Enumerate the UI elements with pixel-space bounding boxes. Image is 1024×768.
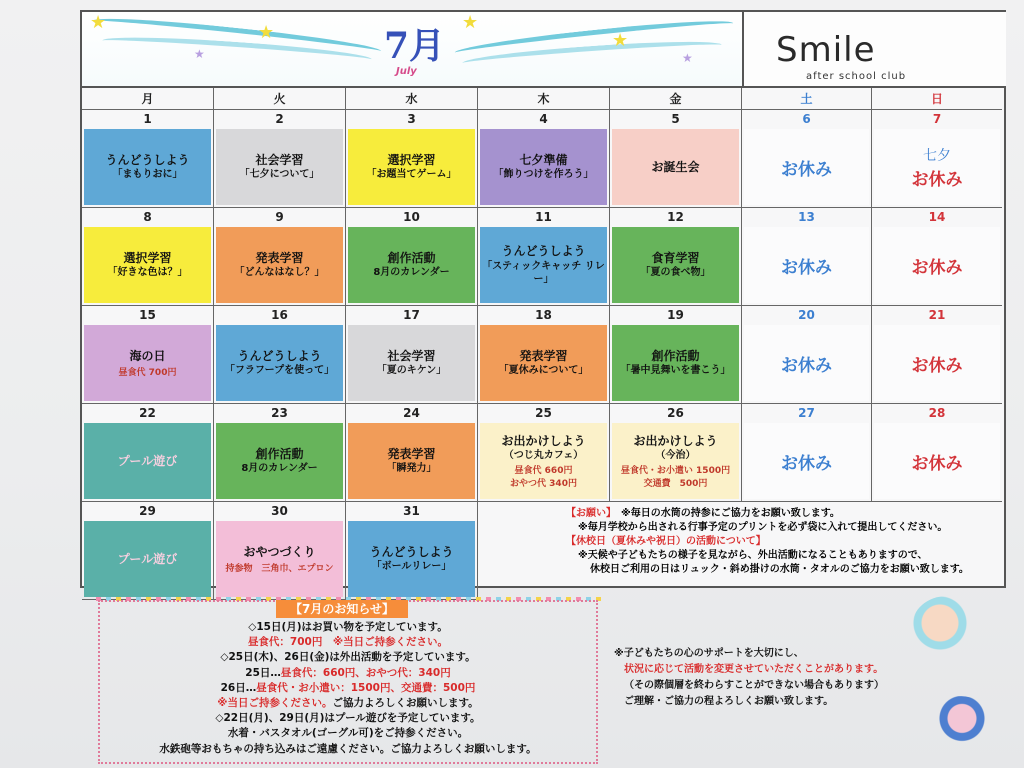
- calendar-day-14: [872, 208, 1002, 306]
- day-number: 29: [139, 504, 156, 518]
- support-line: （その際個層を終わらすことができない場合もあります）: [624, 680, 884, 691]
- notice-line: 水鉄砲等おもちゃの持ち込みはご遠慮ください。ご協力よろしくお願いします。: [159, 742, 537, 755]
- activity-subtitle: 「好きな色は？」: [107, 267, 188, 279]
- calendar-day-1: [82, 110, 214, 208]
- activity-box: [874, 227, 1000, 303]
- star-icon: ★: [90, 12, 107, 33]
- day-number: 17: [403, 308, 420, 322]
- day-number: 27: [798, 406, 815, 420]
- activity-title: うんどうしよう: [105, 153, 190, 168]
- day-off-label: お休み: [781, 159, 832, 180]
- activity-subtitle: 「夏休みについて」: [498, 365, 589, 377]
- fee-label: 昼食代・お小遣い 1500円: [620, 465, 731, 476]
- activity-box: [84, 521, 211, 597]
- day-number: 26: [667, 406, 684, 420]
- activity-title: 創作活動: [651, 349, 700, 364]
- day-number: 30: [271, 504, 288, 518]
- monthly-notice: [98, 600, 598, 764]
- weekday-header: 日: [872, 88, 1002, 110]
- activity-subtitle: 「瞬発力」: [386, 463, 437, 475]
- day-off-label: お休み: [781, 453, 832, 474]
- calendar-day-18: [478, 306, 610, 404]
- activity-box: [216, 423, 343, 499]
- activity-box: [612, 227, 739, 303]
- day-number: 5: [671, 112, 680, 126]
- day-off-label: お休み: [911, 355, 963, 376]
- activity-title: うんどうしよう: [237, 349, 322, 364]
- day-number: 11: [535, 210, 552, 224]
- activity-subtitle: 昼食代 700円: [118, 367, 177, 378]
- month-english: July: [396, 66, 417, 77]
- support-line: 状況に応じて活動を変更させていただくことがあります。: [624, 664, 884, 675]
- day-number: 1: [143, 112, 152, 126]
- weekday-header: 月: [82, 88, 214, 110]
- day-number: 21: [928, 308, 946, 322]
- activity-title: 社会学習: [255, 153, 304, 168]
- fee-label: 交通費 500円: [643, 478, 708, 489]
- calendar-day-12: [610, 208, 742, 306]
- day-number: 10: [403, 210, 420, 224]
- notice-title: 【7月のお知らせ】: [276, 600, 408, 618]
- calendar-day-20: [742, 306, 872, 404]
- calendar-day-16: [214, 306, 346, 404]
- calendar-day-5: [610, 110, 742, 208]
- calendar-day-17: [346, 306, 478, 404]
- smile-logo: Smile: [776, 30, 876, 70]
- activity-box: [216, 325, 343, 401]
- activity-title: お出かけしよう: [501, 434, 586, 449]
- calendar-day-22: [82, 404, 214, 502]
- activity-box: [744, 227, 869, 303]
- activity-box: [480, 227, 607, 303]
- day-number: 20: [798, 308, 815, 322]
- activity-box: [744, 423, 869, 499]
- calendar-day-27: [742, 404, 872, 502]
- calendar-day-7: [872, 110, 1002, 208]
- star-icon: ★: [462, 12, 479, 33]
- day-off-label: お休み: [911, 257, 963, 278]
- day-number: 23: [271, 406, 288, 420]
- activity-title: プール遊び: [117, 453, 178, 468]
- activity-subtitle: 「まもりおに」: [112, 169, 183, 181]
- activity-title: 社会学習: [387, 349, 436, 364]
- month-title: 7月: [384, 25, 446, 67]
- notes-line: ※天候や子どもたちの様子を見ながら、外出活動になることもありますので、: [578, 550, 928, 561]
- calendar-day-21: [872, 306, 1002, 404]
- activity-box: [84, 227, 211, 303]
- day-number: 6: [802, 112, 811, 126]
- day-number: 19: [667, 308, 684, 322]
- activity-title: 海の日: [129, 349, 166, 364]
- calendar-day-3: [346, 110, 478, 208]
- notes-box: [558, 503, 1006, 588]
- activity-box: [348, 521, 475, 597]
- notice-line: ◇22日(月)、29日(月)はプール遊びを予定しています。: [215, 712, 481, 725]
- calendar-day-15: [82, 306, 214, 404]
- calendar-header: [82, 12, 744, 88]
- calendar-day-19: [610, 306, 742, 404]
- weekday-header: 木: [478, 88, 610, 110]
- activity-title: うんどうしよう: [501, 244, 586, 259]
- activity-title: プール遊び: [117, 551, 178, 566]
- calendar-day-23: [214, 404, 346, 502]
- activity-box: [744, 325, 869, 401]
- notice-line: 昼食代・お小遣い：1500円、交通費：500円: [256, 681, 476, 694]
- notice-line: ◇25日(木)、26日(金)は外出活動を予定しています。: [220, 651, 476, 664]
- notes-heading-request: 【お願い】: [566, 508, 611, 519]
- activity-title: うんどうしよう: [369, 545, 454, 560]
- calendar-day-2: [214, 110, 346, 208]
- star-icon: ★: [682, 51, 693, 65]
- calendar-day-25: [478, 404, 610, 502]
- activity-box: [480, 325, 607, 401]
- day-number: 18: [535, 308, 552, 322]
- notes-line: 休校日ご利用の日はリュック・斜め掛けの水筒・タオルのご協力をお願い致します。: [590, 564, 969, 575]
- day-number: 31: [403, 504, 420, 518]
- activity-box: [612, 325, 739, 401]
- activity-title: 選択学習: [387, 153, 436, 168]
- weekday-header: 水: [346, 88, 478, 110]
- activity-subtitle: 「夏のキケン」: [376, 365, 447, 377]
- notice-line: 水着・バスタオル(ゴーグル可)をご持参ください。: [227, 727, 469, 740]
- star-icon: ★: [194, 47, 205, 61]
- calendar-day-9: [214, 208, 346, 306]
- notice-line: 26日…: [220, 681, 257, 694]
- activity-subtitle: 「ボールリレー」: [371, 561, 452, 573]
- fee-label: おやつ代 340円: [510, 478, 577, 489]
- logo-subtitle: after school club: [806, 71, 907, 82]
- day-number: 2: [275, 112, 284, 126]
- activity-title: 発表学習: [387, 447, 436, 462]
- star-icon: ★: [612, 30, 629, 51]
- day-number: 28: [928, 406, 946, 420]
- notice-line: ※当日ご持参ください。: [217, 697, 333, 710]
- notice-line: ご協力よろしくお願いします。: [332, 697, 479, 710]
- activity-subtitle: 「暑中見舞いを書こう」: [620, 365, 731, 377]
- calendar-day-28: [872, 404, 1002, 502]
- day-off-label: お休み: [781, 257, 832, 278]
- activity-box: [612, 129, 739, 205]
- calendar-day-8: [82, 208, 214, 306]
- day-number: 22: [139, 406, 156, 420]
- day-number: 4: [539, 112, 548, 126]
- activity-box: [348, 227, 475, 303]
- activity-box: [84, 423, 211, 499]
- calendar: [80, 10, 1006, 588]
- rabbit-illustration: [918, 696, 998, 752]
- weekday-header: 金: [610, 88, 742, 110]
- calendar-day-30: [214, 502, 346, 600]
- activity-box: [348, 325, 475, 401]
- tanabata-illustration: [912, 596, 982, 656]
- activity-subtitle: 持参物 三角巾、エプロン: [225, 563, 334, 574]
- notes-heading-holiday: 【休校日（夏休みや祝日）の活動について】: [566, 536, 766, 547]
- support-line: ご理解・ご協力の程よろしくお願い致します。: [624, 696, 834, 707]
- activity-subtitle: 「夏の食べ物」: [640, 267, 711, 279]
- day-number: 12: [667, 210, 684, 224]
- day-number: 14: [928, 210, 946, 224]
- activity-subtitle: 「お題当てゲーム」: [366, 169, 457, 181]
- activity-subtitle: （今治）: [655, 450, 696, 462]
- day-off-label: お休み: [781, 355, 832, 376]
- day-number: 13: [798, 210, 815, 224]
- activity-title: おやつづくり: [243, 545, 316, 560]
- calendar-day-10: [346, 208, 478, 306]
- day-number: 9: [275, 210, 284, 224]
- activity-subtitle: 「どんなはなし？」: [234, 267, 325, 279]
- calendar-day-6: [742, 110, 872, 208]
- calendar-day-26: [610, 404, 742, 502]
- day-off-label: お休み: [911, 453, 963, 474]
- notice-line: ◇15日(月)はお買い物を予定しています。: [248, 621, 448, 633]
- day-number: 15: [139, 308, 156, 322]
- activity-box: [874, 129, 1000, 205]
- day-number: 7: [932, 112, 942, 126]
- day-number: 3: [407, 112, 416, 126]
- calendar-day-4: [478, 110, 610, 208]
- notes-line: ※毎日の水筒の持参にご協力をお願い致します。: [621, 508, 840, 519]
- activity-box: [874, 423, 1000, 499]
- activity-subtitle: 「七夕について」: [239, 169, 320, 181]
- calendar-day-29: [82, 502, 214, 600]
- activity-title: お誕生会: [651, 159, 700, 174]
- activity-title: 七夕準備: [519, 153, 568, 168]
- activity-box: [480, 423, 607, 499]
- activity-subtitle: 8月のカレンダー: [373, 267, 450, 279]
- activity-box: [612, 423, 739, 499]
- activity-box: [348, 129, 475, 205]
- activity-box: [84, 129, 211, 205]
- weekday-header: 火: [214, 88, 346, 110]
- weekday-header: 土: [742, 88, 872, 110]
- activity-title: 選択学習: [123, 251, 172, 266]
- activity-box: [216, 227, 343, 303]
- activity-title: 創作活動: [387, 251, 436, 266]
- day-off-label: お休み: [911, 169, 963, 190]
- star-icon: ★: [258, 22, 275, 43]
- fee-label: 昼食代 660円: [514, 465, 573, 476]
- activity-title: お出かけしよう: [633, 434, 718, 449]
- notes-line: ※毎月学校から出される行事予定のプリントを必ず袋に入れて提出してください。: [578, 522, 948, 533]
- notice-line: 25日…: [245, 666, 281, 679]
- support-message: [614, 646, 914, 710]
- activity-box: [216, 521, 343, 597]
- day-number: 24: [403, 406, 420, 420]
- activity-subtitle: 8月のカレンダー: [241, 463, 318, 475]
- activity-box: [348, 423, 475, 499]
- support-line: ※子どもたちの心のサポートを大切にし、: [614, 648, 804, 659]
- activity-box: [744, 129, 869, 205]
- activity-subtitle: 「スティックキャッチ リレー」: [482, 260, 605, 286]
- calendar-day-31: [346, 502, 478, 600]
- activity-box: [874, 325, 1000, 401]
- activity-title: 食育学習: [651, 251, 700, 266]
- activity-title: 発表学習: [255, 251, 304, 266]
- calendar-day-13: [742, 208, 872, 306]
- activity-box: [216, 129, 343, 205]
- logo-area: [744, 12, 1006, 88]
- calendar-day-11: [478, 208, 610, 306]
- notice-line: 昼食代：700円 ※当日ご持参ください。: [247, 636, 449, 649]
- activity-subtitle: 「飾りつけを作ろう」: [493, 169, 594, 181]
- day-number: 8: [143, 210, 152, 224]
- calendar-day-24: [346, 404, 478, 502]
- activity-box: [480, 129, 607, 205]
- day-number: 25: [535, 406, 552, 420]
- day-number: 16: [271, 308, 288, 322]
- tanabata-label: 七夕: [923, 147, 951, 164]
- notice-line: 昼食代：660円、おやつ代：340円: [280, 666, 451, 679]
- activity-title: 発表学習: [519, 349, 568, 364]
- activity-box: [84, 325, 211, 401]
- activity-subtitle: 「フラフープを使って」: [224, 365, 335, 377]
- activity-subtitle: （つじ丸カフェ）: [503, 450, 584, 462]
- activity-title: 創作活動: [255, 447, 304, 462]
